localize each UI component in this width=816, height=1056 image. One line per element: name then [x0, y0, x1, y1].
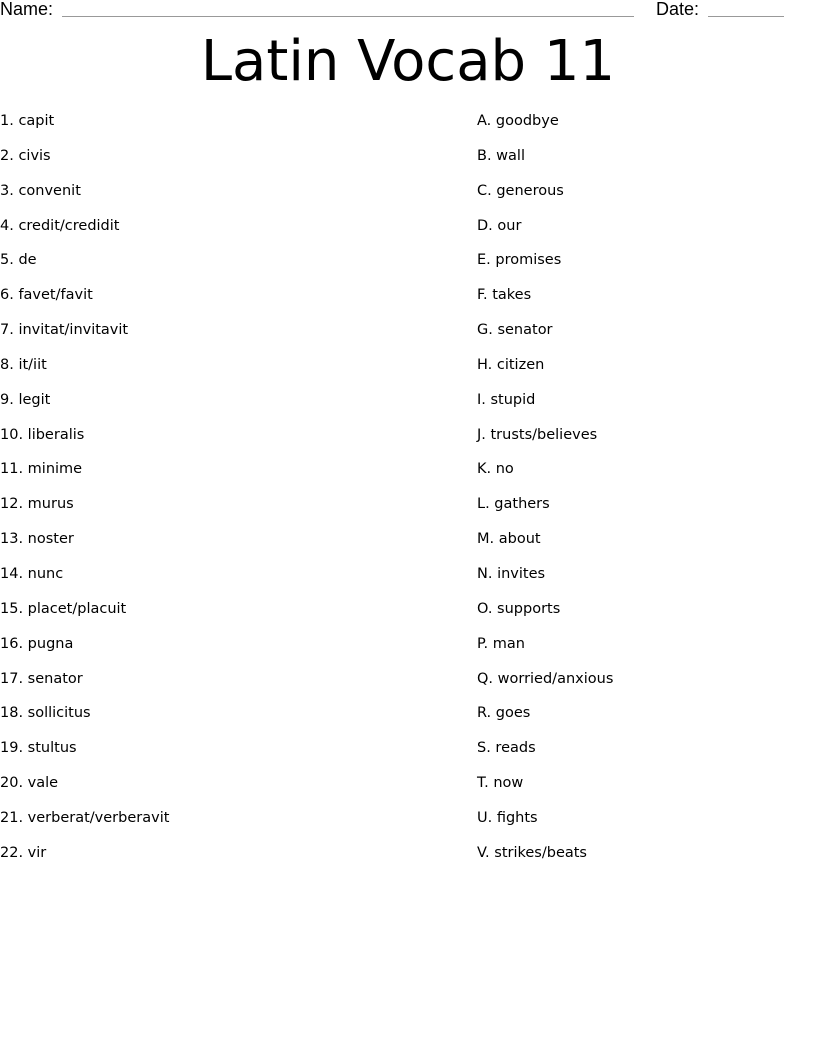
definition-item: R. goes	[477, 705, 531, 722]
definition-item: Q. worried/anxious	[477, 670, 614, 687]
term-item: 19. stultus	[0, 740, 77, 757]
definition-item: D. our	[477, 217, 522, 234]
term-item: 14. nunc	[0, 565, 64, 582]
definition-item: S. reads	[477, 740, 536, 757]
definition-item: H. citizen	[477, 356, 545, 373]
term-item: 7. invitat/invitavit	[0, 322, 129, 339]
worksheet-header	[0, 0, 816, 22]
term-item: 16. pugna	[0, 635, 74, 652]
term-item: 22. vir	[0, 844, 47, 861]
date-label: Date:	[656, 0, 700, 19]
term-item: 20. vale	[0, 775, 59, 792]
definition-item: O. supports	[477, 600, 561, 617]
term-item: 3. convenit	[0, 182, 81, 199]
term-item: 15. placet/placuit	[0, 600, 127, 617]
definition-item: K. no	[477, 461, 514, 478]
definition-item: F. takes	[477, 287, 532, 304]
definition-item: L. gathers	[477, 496, 550, 513]
definition-item: T. now	[477, 775, 524, 792]
term-item: 18. sollicitus	[0, 705, 91, 722]
name-label: Name:	[0, 0, 54, 19]
definition-item: M. about	[477, 531, 541, 548]
definition-item: N. invites	[477, 565, 546, 582]
name-blank-line	[62, 16, 634, 17]
term-item: 4. credit/credidit	[0, 217, 120, 234]
term-item: 21. verberat/verberavit	[0, 809, 170, 826]
term-item: 1. capit	[0, 113, 55, 129]
term-item: 12. murus	[0, 496, 74, 513]
term-item: 8. it/iit	[0, 356, 47, 373]
term-list	[0, 111, 169, 878]
definition-item: J. trusts/believes	[477, 426, 598, 443]
term-item: 17. senator	[0, 670, 83, 687]
term-item: 10. liberalis	[0, 426, 85, 443]
term-item: 9. legit	[0, 391, 51, 408]
term-item: 13. noster	[0, 531, 74, 548]
page-title: Latin Vocab 11	[200, 29, 616, 94]
definition-item: U. fights	[477, 809, 538, 826]
definition-item: A. goodbye	[477, 113, 559, 129]
term-item: 11. minime	[0, 461, 83, 478]
definition-item: P. man	[477, 635, 525, 652]
definition-item: E. promises	[477, 252, 562, 269]
term-item: 6. favet/favit	[0, 287, 93, 304]
definition-list	[477, 111, 613, 878]
term-item: 2. civis	[0, 147, 51, 164]
date-blank-line	[708, 16, 784, 17]
definition-item: C. generous	[477, 182, 564, 199]
definition-item: I. stupid	[477, 391, 536, 408]
definition-item: B. wall	[477, 147, 525, 164]
term-item: 5. de	[0, 252, 37, 269]
definition-item: V. strikes/beats	[477, 844, 587, 861]
definition-item: G. senator	[477, 322, 553, 339]
